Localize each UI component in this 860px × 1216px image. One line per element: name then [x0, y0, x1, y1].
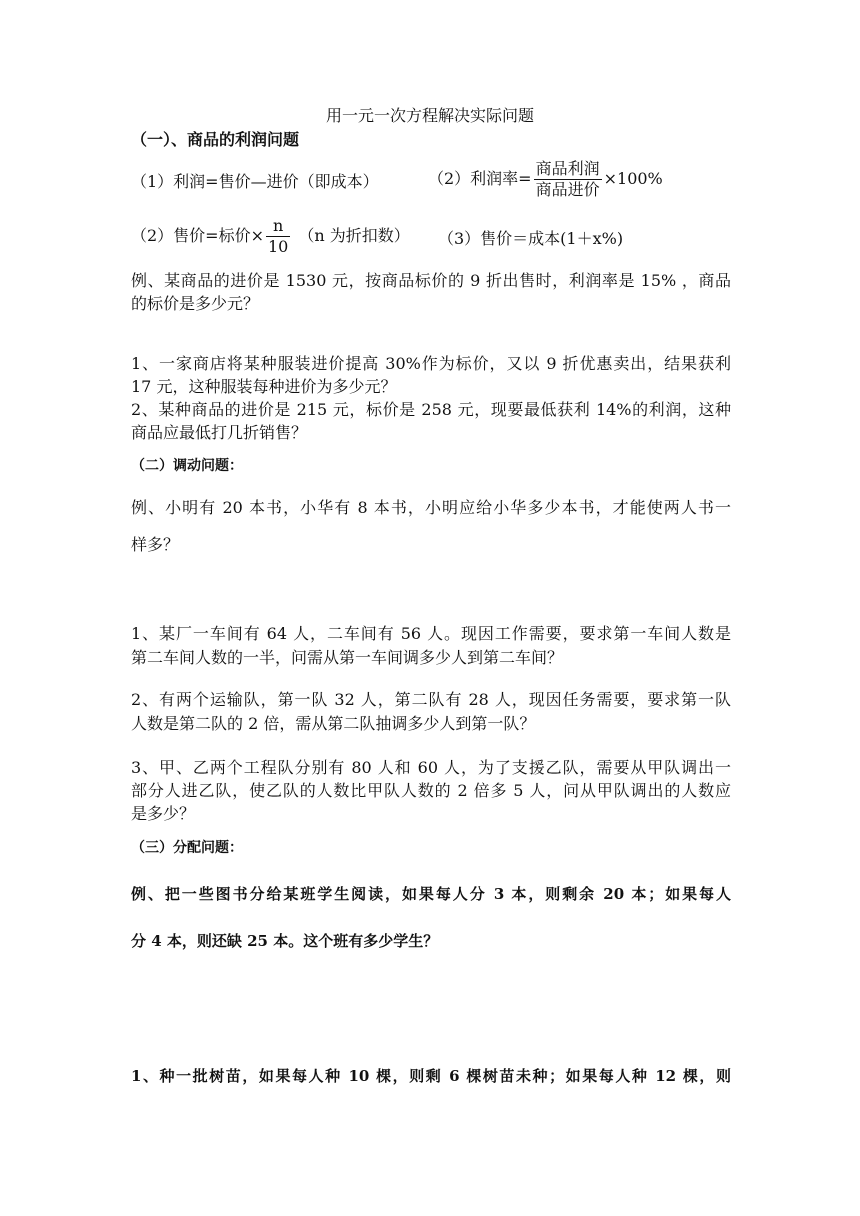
- section-heading-allocation: （三）分配问题：: [131, 840, 243, 856]
- example-allocation-line2: 分 4 本，则还缺 25 本。这个班有多少学生？: [131, 932, 439, 950]
- fraction-numerator: 商品利润: [535, 159, 600, 178]
- transfer-question-3-line2: 部分人进乙队，使乙队的人数比甲队人数的 2 倍多 5 人，问从甲队调出的人数应: [131, 781, 731, 800]
- question-1-line1: 1、一家商店将某种服装进价提高 30%作为标价，又以 9 折优惠卖出，结果获利: [131, 354, 731, 373]
- fraction-denominator: 商品进价: [535, 180, 600, 199]
- example-transfer-line1: 例、小明有 20 本书，小华有 8 本书，小明应给小华多少本书，才能使两人书一: [131, 498, 731, 517]
- section-heading-transfer: （二）调动问题：: [131, 458, 243, 474]
- question-2-line2: 商品应最低打几折销售？: [131, 423, 308, 442]
- formula-sale-price-suffix: （n 为折扣数）: [298, 226, 410, 245]
- example-transfer-line2: 样多？: [131, 535, 180, 554]
- transfer-question-1-line2: 第二车间人数的一半，问需从第一车间调多少人到第二车间？: [131, 648, 564, 667]
- allocation-question-1-line1: 1、种一批树苗，如果每人种 10 棵，则剩 6 棵树苗未种；如果每人种 12 棵，则: [131, 1067, 731, 1085]
- fraction-numerator: n: [266, 217, 290, 237]
- formula-sale-price-prefix: （2）售价=标价×: [131, 226, 264, 245]
- formula-profit: （1）利润=售价—进价（即成本）: [131, 172, 379, 191]
- formula-profit-rate-suffix: ×100%: [603, 169, 663, 188]
- transfer-question-2-line1: 2、有两个运输队，第一队 32 人，第二队有 28 人，现因任务需要，要求第一队: [131, 690, 731, 709]
- section-heading-profit: （一）、商品的利润问题: [131, 130, 300, 149]
- transfer-question-2-line2: 人数是第二队的 2 倍，需从第二队抽调多少人到第一队？: [131, 714, 536, 733]
- question-1-line2: 17 元，这种服装每种进价为多少元？: [131, 377, 397, 396]
- example-allocation-line1: 例、把一些图书分给某班学生阅读，如果每人分 3 本，则剩余 20 本；如果每人: [131, 885, 731, 903]
- document-title: 用一元一次方程解决实际问题: [325, 106, 534, 125]
- formula-sale-price: [131, 217, 410, 256]
- fraction-denominator: 10: [268, 237, 289, 256]
- transfer-question-3-line1: 3、甲、乙两个工程队分别有 80 人和 60 人，为了支援乙队，需要从甲队调出一: [131, 758, 731, 777]
- transfer-question-1-line1: 1、某厂一车间有 64 人，二车间有 56 人。现因工作需要，要求第一车间人数是: [131, 624, 731, 643]
- fraction-profit-rate: [534, 160, 602, 199]
- question-2-line1: 2、某种商品的进价是 215 元，标价是 258 元，现要最低获利 14%的利润，这种: [131, 400, 731, 419]
- transfer-question-3-line3: 是多少？: [131, 804, 196, 823]
- example-profit-line1: 例、某商品的进价是 1530 元，按商品标价的 9 折出售时，利润率是 15% ，商品: [131, 271, 731, 290]
- formula-sale-cost: （3）售价＝成本(1＋x%): [438, 229, 624, 248]
- fraction-discount: [266, 217, 290, 256]
- example-profit-line2: 的标价是多少元？: [131, 294, 260, 313]
- formula-profit-rate-prefix: （2）利润率=: [428, 169, 532, 188]
- formula-profit-rate: [428, 160, 663, 199]
